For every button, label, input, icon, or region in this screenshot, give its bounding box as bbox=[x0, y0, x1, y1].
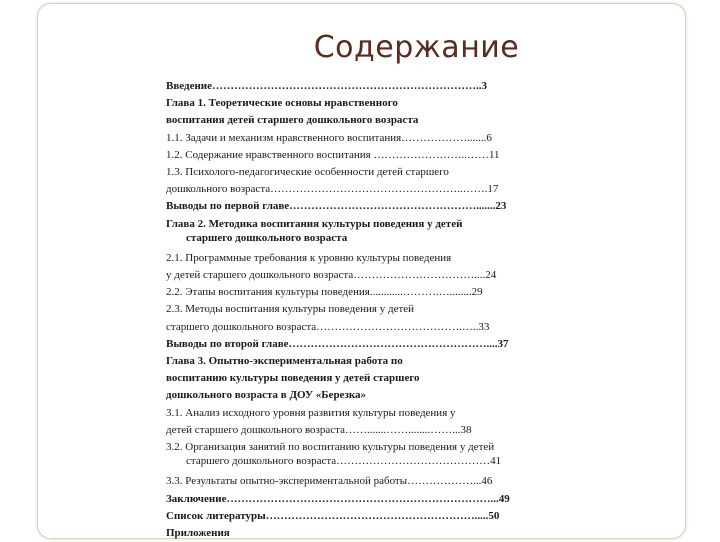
toc-line: Приложения bbox=[166, 526, 230, 539]
slide-frame bbox=[37, 3, 686, 539]
toc-line: Глава 2. Методика воспитания культуры поведения у детей bbox=[166, 217, 463, 230]
toc-line: 1.3. Психолого-педагогические особенности детей старшего bbox=[166, 165, 449, 178]
toc-line: Список литературы………………………………………………….....50 bbox=[166, 509, 500, 522]
toc-line: воспитанию культуры поведения у детей старшего bbox=[166, 372, 420, 385]
table-of-contents bbox=[166, 78, 536, 542]
toc-line: 2.2. Этапы воспитания культуры поведения............……….…........29 bbox=[166, 286, 483, 299]
toc-line: 3.2. Организация занятий по воспитанию культуры поведения у детей bbox=[166, 440, 495, 453]
toc-line: 1.1. Задачи и механизм нравственного воспитания……………….......6 bbox=[166, 131, 492, 144]
toc-line: 1.2. Содержание нравственного воспитания ……………………..……11 bbox=[166, 148, 500, 161]
toc-line: дошкольного возраста……………………………………………..…….17 bbox=[166, 183, 499, 196]
toc-line: старшего дошкольного возраста……………………………………41 bbox=[186, 455, 502, 468]
toc-line: 3.1. Анализ исходного уровня развития культуры поведения у bbox=[166, 406, 456, 419]
toc-line: Выводы по второй главе………………………………………………....37 bbox=[166, 337, 509, 350]
toc-line: Выводы по первой главе…………………………………………….......23 bbox=[166, 200, 507, 213]
toc-line: 2.1. Программные требования к уровню культуры поведения bbox=[166, 251, 452, 264]
page-title: Содержание bbox=[313, 30, 520, 65]
toc-line: Глава 3. Опытно-экспериментальная работа по bbox=[166, 355, 403, 367]
toc-line: Заключение………………………………………………………………...49 bbox=[166, 492, 510, 505]
toc-line: Глава 1. Теоретические основы нравственного bbox=[166, 97, 398, 110]
toc-line: дошкольного возраста в ДОУ «Березка» bbox=[166, 389, 367, 402]
toc-line: воспитания детей старшего дошкольного возраста bbox=[166, 114, 419, 127]
toc-line: детей старшего дошкольного возраста…….......……........……...38 bbox=[166, 423, 472, 436]
toc-line: у детей старшего дошкольного возраста……………………………....24 bbox=[166, 269, 497, 282]
toc-line: Введение………………………………………………………………..3 bbox=[166, 80, 488, 92]
toc-line: 2.3. Методы воспитания культуры поведения у детей bbox=[166, 303, 415, 316]
toc-line: старшего дошкольного возраста………………………………….…..33 bbox=[166, 320, 490, 333]
toc-line: 3.3. Результаты опытно-экспериментальной работы………………...46 bbox=[166, 475, 493, 488]
toc-line: старшего дошкольного возраста bbox=[186, 231, 348, 244]
